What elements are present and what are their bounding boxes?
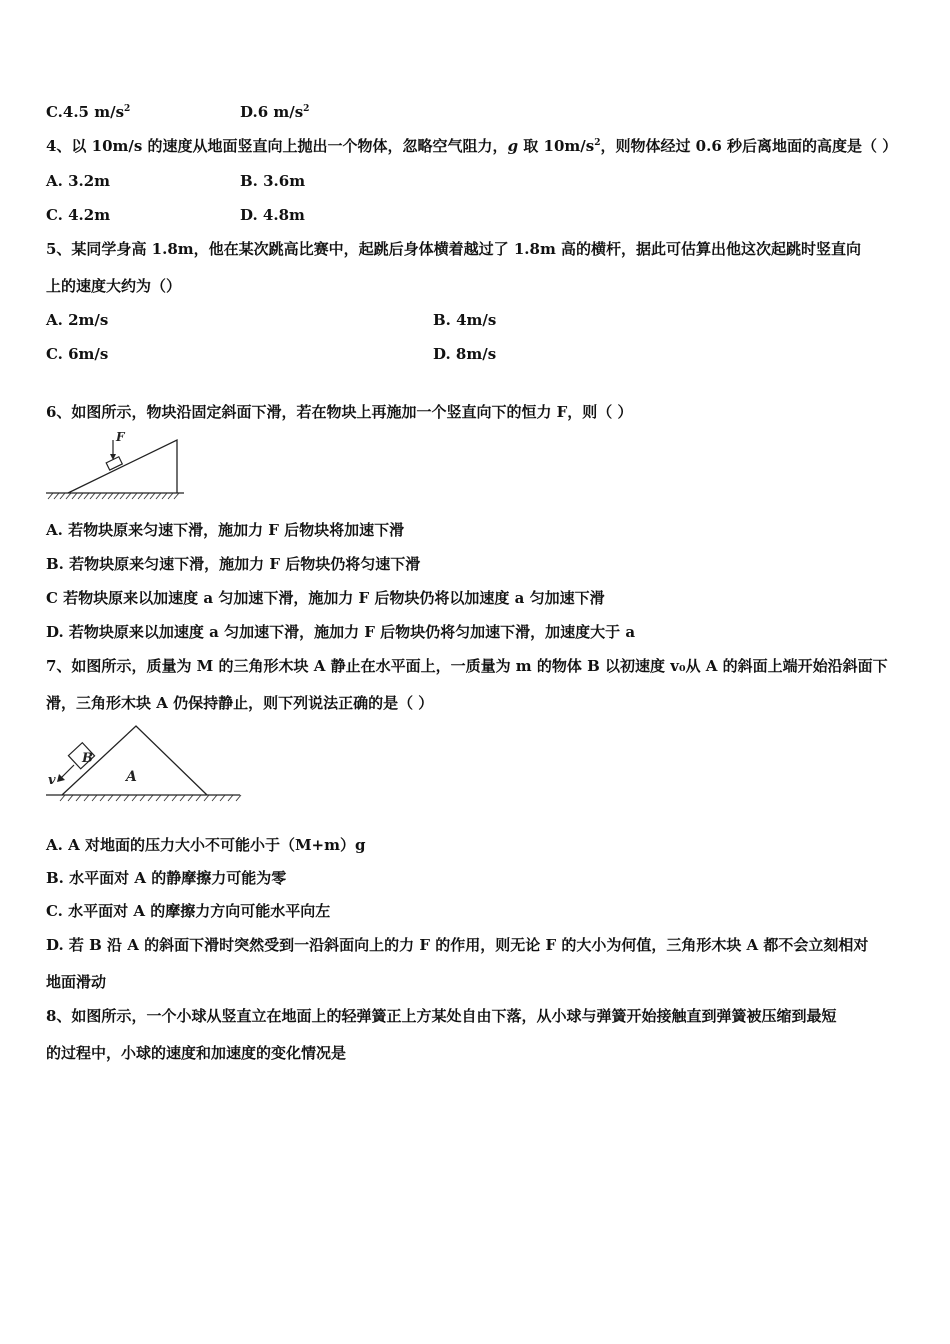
- q7-option-a: A. A 对地面的压力大小不可能小于（M+m）g: [46, 836, 366, 854]
- q4-stem: [46, 136, 897, 156]
- q4-stem-part1: 4、以 10m/s 的速度从地面竖直向上抛出一个物体，忽略空气阻力，: [46, 137, 508, 155]
- q3-option-c-text: C.4.5 m/s: [46, 103, 125, 121]
- q4-option-d: D. 4.8m: [240, 206, 305, 224]
- q5-option-c: C. 6m/s: [46, 345, 109, 363]
- q5-stem-line1: 5、某同学身高 1.8m，他在某次跳高比赛中，起跳后身体横着越过了 1.8m 高的横杆，据此可估算出他这次起跳时竖直向: [46, 240, 862, 258]
- q3-option-d: [240, 102, 309, 122]
- q3-option-c: [46, 102, 130, 122]
- q4-option-c: C. 4.2m: [46, 206, 111, 224]
- q6-incline: [68, 440, 177, 493]
- q7-label-a: A: [126, 769, 137, 785]
- q6-option-d: D. 若物块原来以加速度 a 匀加速下滑，施加力 F 后物块仍将匀加速下滑，加速度大于 a: [46, 623, 636, 641]
- q7-option-d-line2: 地面滑动: [46, 973, 107, 991]
- q7-label-b: B: [82, 751, 93, 766]
- q6-label-f: F: [116, 430, 125, 444]
- q5-stem-line2: 上的速度大约为（）: [46, 277, 182, 295]
- q4-stem-sup: 2: [594, 138, 601, 148]
- q6-option-c: C 若物块原来以加速度 a 匀加速下滑，施加力 F 后物块仍将以加速度 a 匀加速下滑: [46, 589, 605, 607]
- q3-option-d-text: D.6 m/s: [240, 103, 304, 121]
- q5-option-b: B. 4m/s: [433, 311, 497, 329]
- q5-option-a: A. 2m/s: [46, 311, 109, 329]
- q5-option-d: D. 8m/s: [433, 345, 497, 363]
- q7-option-c: C. 水平面对 A 的摩擦力方向可能水平向左: [46, 902, 331, 920]
- q8-stem-line2: 的过程中，小球的速度和加速度的变化情况是: [46, 1044, 347, 1062]
- q6-ground-hatching: [48, 493, 179, 499]
- q7-label-v: v: [48, 773, 56, 788]
- q6-stem: 6、如图所示，物块沿固定斜面下滑，若在物块上再施加一个竖直向下的恒力 F，则（ ）: [46, 403, 633, 421]
- q4-stem-part2: 取 10m/s: [518, 137, 595, 155]
- q7-option-d-line1: D. 若 B 沿 A 的斜面下滑时突然受到一沿斜面向上的力 F 的作用，则无论 F 的大小为何值，三角形木块 A 都不会立刻相对: [46, 936, 869, 954]
- q3-option-d-sup: 2: [303, 104, 310, 114]
- q6-option-b: B. 若物块原来匀速下滑，施加力 F 后物块仍将匀速下滑: [46, 555, 421, 573]
- q7-stem-line2: 滑，三角形木块 A 仍保持静止，则下列说法正确的是（ ）: [46, 694, 434, 712]
- q4-option-b: B. 3.6m: [240, 172, 306, 190]
- q7-wedge-figure: [44, 722, 244, 808]
- q8-stem-line1: 8、如图所示，一个小球从竖直立在地面上的轻弹簧正上方某处自由下落，从小球与弹簧开始接触直到弹簧被压缩到最短: [46, 1007, 837, 1025]
- q7-option-b: B. 水平面对 A 的静摩擦力可能为零: [46, 869, 287, 887]
- q3-option-c-sup: 2: [124, 104, 131, 114]
- q6-incline-figure: [44, 430, 190, 502]
- q4-option-a: A. 3.2m: [46, 172, 111, 190]
- q7-velocity-arrow: [60, 765, 74, 779]
- q4-stem-part3: ，则物体经过 0.6 秒后离地面的高度是（ ）: [600, 137, 898, 155]
- q7-stem-line1: 7、如图所示，质量为 M 的三角形木块 A 静止在水平面上，一质量为 m 的物体 B 以初速度 v₀从 A 的斜面上端开始沿斜面下: [46, 657, 888, 675]
- q4-stem-g: g: [507, 137, 519, 155]
- q6-option-a: A. 若物块原来匀速下滑，施加力 F 后物块将加速下滑: [46, 521, 405, 539]
- q7-ground-hatching: [60, 795, 241, 801]
